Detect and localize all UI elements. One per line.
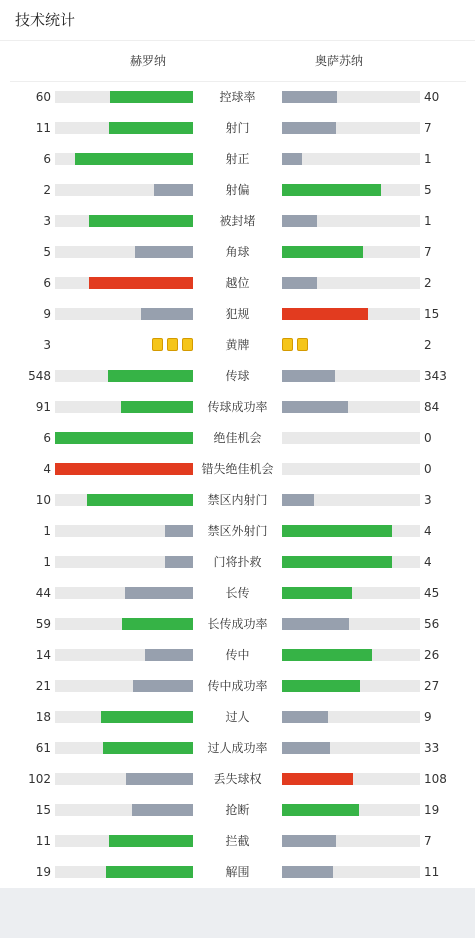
away-bar-track (282, 649, 420, 661)
stat-row (0, 676, 475, 696)
home-value: 61 (35, 741, 51, 755)
away-value: 5 (424, 183, 432, 197)
away-value: 7 (424, 834, 432, 848)
home-bar-fill (109, 835, 193, 847)
stat-label: 禁区内射门 (207, 493, 268, 507)
home-bar-track (55, 494, 193, 506)
home-bar-track (55, 370, 193, 382)
stat-label: 越位 (225, 276, 250, 290)
away-bar-fill (282, 184, 381, 196)
away-bar-fill (282, 680, 360, 692)
away-value: 0 (424, 431, 432, 445)
away-bar-fill (282, 277, 317, 289)
home-value: 2 (43, 183, 51, 197)
home-bar-fill (126, 773, 193, 785)
stat-label: 过人成功率 (207, 741, 268, 755)
home-bar-track (55, 587, 193, 599)
away-bar-track (282, 773, 420, 785)
away-team-name: 奥萨苏纳 (314, 54, 363, 68)
stat-row (0, 273, 475, 293)
home-value: 59 (35, 617, 51, 631)
away-bar-track (282, 153, 420, 165)
stat-row (0, 831, 475, 851)
stat-label: 长传 (225, 586, 250, 600)
stat-row (0, 552, 475, 572)
away-value: 40 (424, 90, 440, 104)
header-divider (10, 81, 466, 82)
away-bar-fill (282, 649, 372, 661)
home-value: 44 (35, 586, 51, 600)
home-value: 19 (35, 865, 51, 879)
stat-label: 拦截 (225, 834, 250, 848)
home-value: 18 (35, 710, 51, 724)
away-bar-track (282, 370, 420, 382)
away-bar-track (282, 277, 420, 289)
home-bar-fill (145, 649, 193, 661)
away-bar-track (282, 618, 420, 630)
home-bar-track (55, 401, 193, 413)
stat-label: 传球 (225, 369, 250, 383)
away-value: 3 (424, 493, 432, 507)
home-team-name: 赫罗纳 (129, 54, 166, 68)
away-bar-fill (282, 556, 392, 568)
stat-label: 门将扑救 (213, 555, 262, 569)
stat-row (0, 490, 475, 510)
home-value: 548 (28, 369, 51, 383)
home-bar-track (55, 122, 193, 134)
stat-row (0, 180, 475, 200)
home-bar-track (55, 153, 193, 165)
stat-label: 错失绝佳机会 (201, 462, 274, 476)
home-value: 6 (43, 276, 51, 290)
away-yellow-cards (282, 338, 420, 352)
away-value: 7 (424, 245, 432, 259)
away-bar-fill (282, 525, 392, 537)
home-bar-track (55, 91, 193, 103)
stat-row (0, 707, 475, 727)
stat-row (0, 366, 475, 386)
home-value: 14 (35, 648, 51, 662)
home-value: 3 (43, 338, 51, 352)
away-value: 343 (424, 369, 447, 383)
stat-row (0, 800, 475, 820)
away-bar-fill (282, 153, 302, 165)
home-bar-fill (132, 804, 193, 816)
away-bar-fill (282, 308, 368, 320)
home-bar-fill (103, 742, 193, 754)
home-bar-track (55, 835, 193, 847)
away-bar-track (282, 866, 420, 878)
yellow-card-icon (297, 338, 308, 351)
away-value: 1 (424, 214, 432, 228)
away-bar-track (282, 835, 420, 847)
stat-row (0, 459, 475, 479)
home-bar-fill (109, 122, 193, 134)
away-bar-fill (282, 618, 349, 630)
away-bar-fill (282, 773, 353, 785)
away-bar-track (282, 463, 420, 475)
home-bar-fill (133, 680, 193, 692)
away-value: 7 (424, 121, 432, 135)
away-bar-track (282, 680, 420, 692)
away-bar-track (282, 432, 420, 444)
away-bar-fill (282, 742, 330, 754)
stat-row (0, 211, 475, 231)
yellow-card-icon (282, 338, 293, 351)
stat-label: 绝佳机会 (213, 431, 262, 445)
stat-row (0, 769, 475, 789)
home-bar-fill (87, 494, 193, 506)
home-bar-track (55, 277, 193, 289)
stat-row (0, 242, 475, 262)
away-bar-fill (282, 370, 335, 382)
away-bar-track (282, 804, 420, 816)
away-bar-fill (282, 215, 317, 227)
away-value: 33 (424, 741, 440, 755)
stat-label: 传中 (225, 648, 250, 662)
away-bar-fill (282, 494, 314, 506)
stat-row (0, 149, 475, 169)
stat-row (0, 118, 475, 138)
away-value: 9 (424, 710, 432, 724)
stat-label: 射正 (225, 152, 250, 166)
away-value: 15 (424, 307, 440, 321)
away-value: 108 (424, 772, 447, 786)
stat-row (0, 397, 475, 417)
home-bar-fill (122, 618, 193, 630)
away-bar-track (282, 246, 420, 258)
home-bar-track (55, 184, 193, 196)
stat-row (0, 862, 475, 882)
yellow-card-icon (182, 338, 193, 351)
home-bar-fill (89, 215, 193, 227)
home-bar-fill (89, 277, 193, 289)
away-bar-track (282, 401, 420, 413)
stat-row (0, 738, 475, 758)
home-bar-fill (154, 184, 193, 196)
home-bar-fill (165, 525, 193, 537)
home-bar-fill (135, 246, 193, 258)
home-bar-track (55, 804, 193, 816)
away-value: 2 (424, 338, 432, 352)
away-bar-track (282, 587, 420, 599)
away-bar-track (282, 184, 420, 196)
home-value: 11 (35, 121, 51, 135)
stat-row (0, 645, 475, 665)
home-bar-fill (106, 866, 193, 878)
home-bar-fill (55, 463, 193, 475)
home-bar-track (55, 773, 193, 785)
stat-label: 射偏 (225, 183, 250, 197)
page-title: 技术统计 (15, 11, 76, 29)
stat-row (0, 87, 475, 107)
stat-label: 传球成功率 (207, 400, 268, 414)
home-bar-fill (141, 308, 193, 320)
stat-row (0, 521, 475, 541)
home-value: 9 (43, 307, 51, 321)
home-bar-track (55, 525, 193, 537)
stat-label: 过人 (225, 710, 250, 724)
stat-row (0, 614, 475, 634)
home-bar-track (55, 711, 193, 723)
home-bar-track (55, 432, 193, 444)
home-bar-fill (55, 432, 193, 444)
away-bar-track (282, 742, 420, 754)
away-value: 56 (424, 617, 440, 631)
stat-label: 黄牌 (225, 338, 250, 352)
away-bar-track (282, 215, 420, 227)
away-bar-fill (282, 587, 352, 599)
home-value: 15 (35, 803, 51, 817)
home-bar-track (55, 680, 193, 692)
stat-label: 射门 (225, 121, 250, 135)
stat-label: 传中成功率 (207, 679, 268, 693)
away-value: 4 (424, 524, 432, 538)
away-value: 26 (424, 648, 440, 662)
away-bar-track (282, 494, 420, 506)
home-bar-fill (101, 711, 193, 723)
away-bar-fill (282, 866, 333, 878)
away-bar-track (282, 711, 420, 723)
home-value: 4 (43, 462, 51, 476)
home-value: 5 (43, 245, 51, 259)
away-value: 2 (424, 276, 432, 290)
away-bar-fill (282, 711, 328, 723)
away-bar-fill (282, 804, 359, 816)
home-bar-fill (108, 370, 193, 382)
stat-label: 犯规 (225, 307, 250, 321)
away-value: 0 (424, 462, 432, 476)
home-bar-fill (121, 401, 193, 413)
home-bar-fill (125, 587, 193, 599)
away-value: 4 (424, 555, 432, 569)
away-bar-fill (282, 246, 363, 258)
home-value: 1 (43, 524, 51, 538)
home-value: 21 (35, 679, 51, 693)
stat-label: 解围 (225, 865, 250, 879)
away-value: 1 (424, 152, 432, 166)
away-bar-fill (282, 122, 336, 134)
stat-label: 被封堵 (219, 214, 256, 228)
away-bar-track (282, 122, 420, 134)
home-value: 10 (35, 493, 51, 507)
away-bar-fill (282, 835, 336, 847)
title-divider (0, 40, 475, 41)
home-value: 60 (35, 90, 51, 104)
home-bar-fill (165, 556, 193, 568)
home-bar-track (55, 618, 193, 630)
yellow-card-icon (152, 338, 163, 351)
home-bar-track (55, 246, 193, 258)
home-bar-track (55, 463, 193, 475)
stat-row (0, 304, 475, 324)
home-bar-track (55, 556, 193, 568)
away-bar-track (282, 556, 420, 568)
stat-label: 丢失球权 (213, 772, 262, 786)
away-bar-fill (282, 91, 337, 103)
stat-row (0, 428, 475, 448)
home-value: 6 (43, 431, 51, 445)
away-value: 45 (424, 586, 440, 600)
away-value: 11 (424, 865, 440, 879)
home-bar-fill (75, 153, 193, 165)
home-value: 1 (43, 555, 51, 569)
home-bar-fill (110, 91, 193, 103)
home-bar-track (55, 308, 193, 320)
home-value: 102 (28, 772, 51, 786)
home-value: 91 (35, 400, 51, 414)
home-value: 3 (43, 214, 51, 228)
stat-label: 长传成功率 (207, 617, 268, 631)
away-value: 19 (424, 803, 440, 817)
away-bar-track (282, 91, 420, 103)
home-yellow-cards (55, 338, 193, 352)
stat-row (0, 583, 475, 603)
away-bar-fill (282, 401, 348, 413)
away-value: 27 (424, 679, 440, 693)
home-bar-track (55, 649, 193, 661)
away-bar-track (282, 308, 420, 320)
home-bar-track (55, 215, 193, 227)
stat-label: 抢断 (225, 803, 250, 817)
home-value: 6 (43, 152, 51, 166)
stat-row (0, 335, 475, 355)
home-bar-track (55, 866, 193, 878)
home-value: 11 (35, 834, 51, 848)
stat-label: 禁区外射门 (207, 524, 268, 538)
stat-label: 角球 (225, 245, 250, 259)
stat-label: 控球率 (219, 90, 256, 104)
away-value: 84 (424, 400, 440, 414)
home-bar-track (55, 742, 193, 754)
away-bar-track (282, 525, 420, 537)
yellow-card-icon (167, 338, 178, 351)
